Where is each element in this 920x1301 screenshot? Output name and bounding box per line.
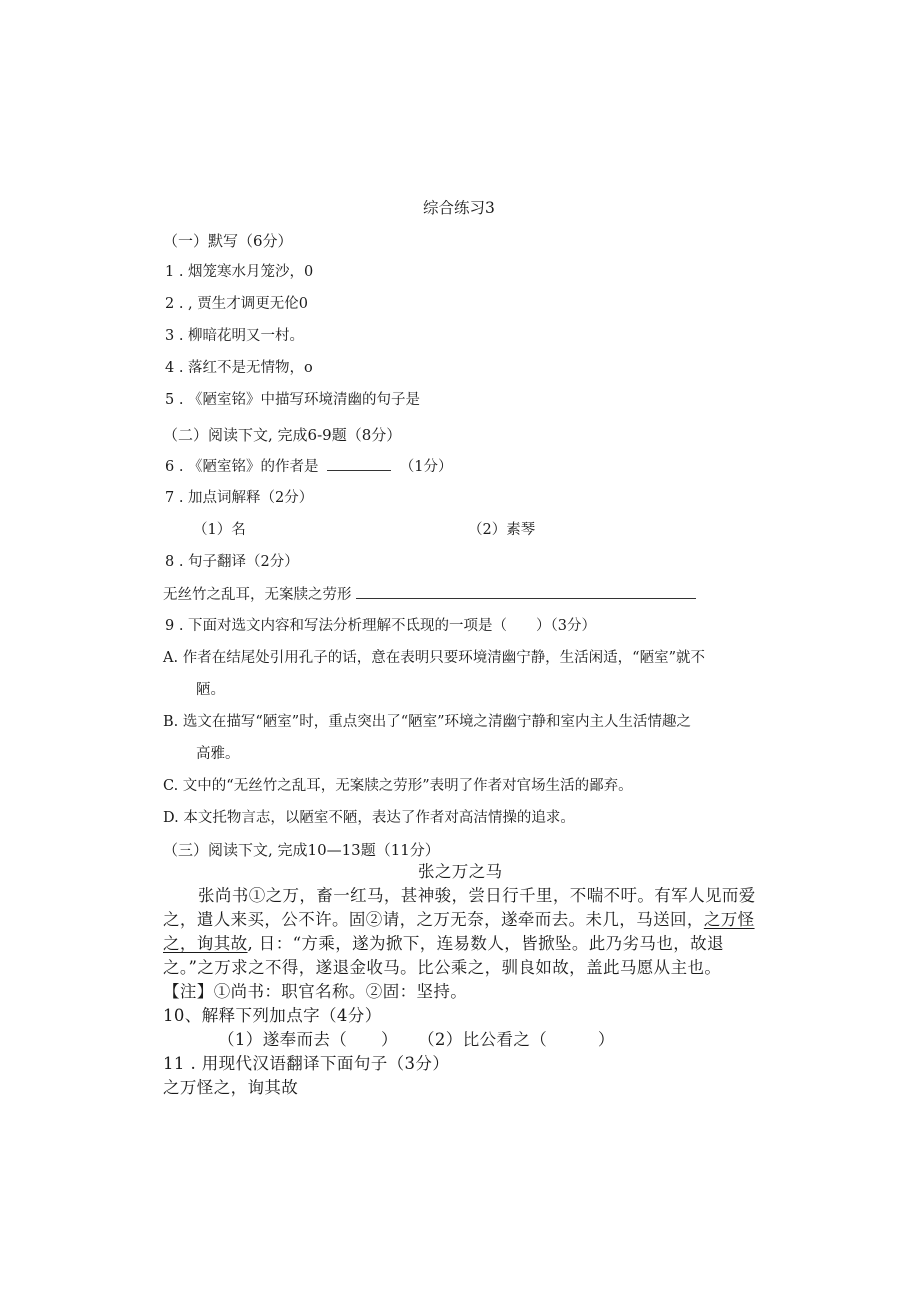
question-8: 8 . 句子翻译（2分） xyxy=(165,554,299,570)
question-8-sentence-text: 无丝竹之乱耳，无案牍之劳形 xyxy=(163,587,352,603)
passage-line-2 xyxy=(163,910,755,930)
answer-blank xyxy=(356,584,696,599)
question-10: 10、解释下列加点字（4分） xyxy=(163,1006,382,1025)
underlined-phrase: 之万怪 xyxy=(703,910,755,929)
question-11-sentence: 之万怪之，询其故 xyxy=(163,1078,299,1097)
passage-line-1: 张尚书①之万，畜一红马，甚神骏，尝日行千里，不喘不吁。有军人见而爱 xyxy=(198,886,756,905)
question-11: 11 . 用现代汉语翻译下面句子（3分） xyxy=(163,1054,450,1073)
answer-blank xyxy=(327,456,391,471)
question-1: 1 . 烟笼寒水月笼沙，0 xyxy=(165,264,314,280)
question-10-item-1: （1）遂奉而去（ ） xyxy=(218,1030,398,1049)
question-6 xyxy=(165,456,453,477)
passage-line-2-text: 之，遣人来买，公不许。固②请，之万无奈，遂牵而去。未几，马送回， xyxy=(163,910,704,929)
section-2-heading: （二）阅读下文, 完成6-9题（8分） xyxy=(163,426,402,444)
section-1-heading: （一）默写（6分） xyxy=(163,232,293,250)
question-10-item-2: （2）比公看之（ ） xyxy=(418,1030,615,1049)
option-c: C. 文中的“无丝竹之乱耳，无案牍之劳形”表明了作者对官场生活的鄙弃。 xyxy=(163,778,633,794)
option-a-line-2: 陋。 xyxy=(196,682,225,698)
option-d: D. 本文托物言志，以陋室不陋，表达了作者对高洁情操的追求。 xyxy=(163,810,575,826)
passage-title: 张之万之马 xyxy=(418,862,503,881)
question-3: 3 . 柳暗花明又一村。 xyxy=(165,328,305,344)
option-a-line-1: A. 作者在结尾处引用孔子的话，意在表明只要环境清幽宁静，生活闲适，“陋室”就不 xyxy=(163,650,706,666)
option-b-line-2: 高雅。 xyxy=(196,746,240,762)
question-6-score: （1分） xyxy=(399,459,453,475)
passage-note: 【注】①尚书：职官名称。②固：坚持。 xyxy=(163,982,468,1001)
question-5: 5 . 《陋室铭》中描写环境清幽的句子是 xyxy=(165,392,421,408)
question-7-item-2: （2）素琴 xyxy=(468,522,536,538)
option-b-line-1: B. 选文在描写“陋室”时，重点突出了“陋室”环境之清幽宁静和室内主人生活情趣之 xyxy=(163,714,692,730)
question-8-sentence xyxy=(163,584,696,605)
question-9: 9 . 下面对选文内容和写法分析理解不氐现的一项是（ ）（3分） xyxy=(165,618,597,634)
question-7: 7 . 加点词解释（2分） xyxy=(165,490,314,506)
question-7-item-1: （1）名 xyxy=(193,522,246,538)
question-2: 2 . , 贾生才调更无伦0 xyxy=(165,296,308,312)
passage-line-4: 之。”之万求之不得，遂退金收马。比公乘之，驯良如故，盖此马愿从主也。 xyxy=(163,958,722,977)
section-3-heading: （三）阅读下文, 完成10—13题（11分） xyxy=(163,841,440,859)
passage-line-3-text: , 日：“方乘，遂为掀下，连易数人，皆掀坠。此乃劣马也，故退 xyxy=(247,934,724,953)
question-6-text: 6 . 《陋室铭》的作者是 xyxy=(165,459,319,475)
page-title: 综合练习3 xyxy=(423,199,495,217)
passage-line-3 xyxy=(163,934,724,954)
underlined-phrase: 之，询其故 xyxy=(163,934,248,953)
question-4: 4 . 落红不是无情物，o xyxy=(165,360,313,376)
